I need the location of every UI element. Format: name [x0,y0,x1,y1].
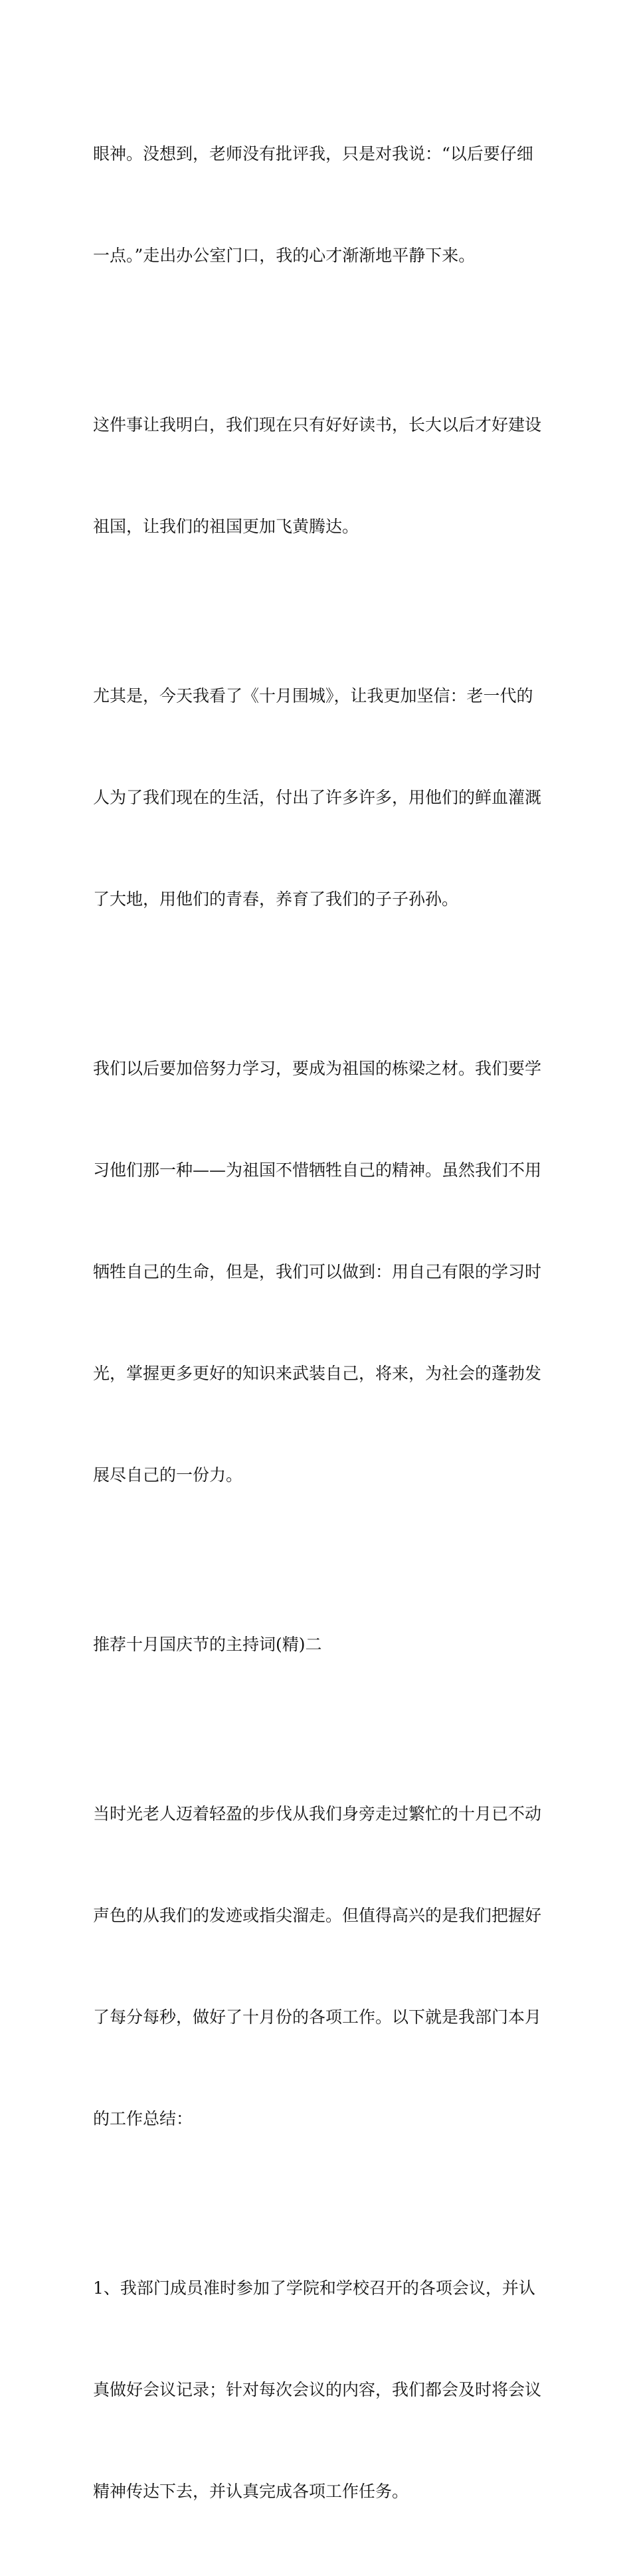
text-line: 尤其是，今天我看了《十月围城》，让我更加坚信：老一代的 [93,686,533,705]
paragraph-lesson-learned [93,340,545,611]
text-line: 眼神。没想到，老师没有批评我，只是对我说：“以后要仔细 [93,144,533,163]
text-line: 展尽自己的一份力。 [93,1465,243,1485]
text-line: 光，掌握更多更好的知识来武装自己，将来，为社会的蓬勃发 [93,1364,542,1383]
text-line: 一点。”走出办公室门口，我的心才渐渐地平静下来。 [93,246,476,265]
text-line: 了大地，用他们的青春，养育了我们的子子孙孙。 [93,889,459,909]
heading-line: 推荐十月国庆节的主持词(精)二 [93,1635,322,1654]
text-line: 习他们那一种——为祖国不惜牺牲自己的精神。虽然我们不用 [93,1160,542,1180]
text-line: 精神传达下去，并认真完成各项工作任务。 [93,2482,409,2501]
text-line: 我们以后要加倍努力学习，要成为祖国的栋梁之材。我们要学 [93,1059,542,1078]
section-heading [93,1560,545,1729]
text-line: 人为了我们现在的生活，付出了许多许多，用他们的鲜血灌溉 [93,788,542,807]
document-body [93,69,545,2576]
text-line: 这件事让我明白，我们现在只有好好读书，长大以后才好建设 [93,415,542,434]
paragraph-teacher-gaze [93,69,545,340]
text-line: 祖国，让我们的祖国更加飞黄腾达。 [93,517,359,536]
text-line: 的工作总结： [93,2109,193,2128]
paragraph-study-hard [93,984,545,1560]
text-line: 牺牲自己的生命，但是，我们可以做到：用自己有限的学习时 [93,1262,542,1281]
paragraph-item-1 [93,2203,545,2576]
paragraph-movie-reflection [93,611,545,984]
text-line: 真做好会议记录；针对每次会议的内容，我们都会及时将会议 [93,2380,542,2399]
paragraph-october-summary-intro [93,1729,545,2203]
text-line: 了每分每秒，做好了十月份的各项工作。以下就是我部门本月 [93,2007,542,2027]
text-line: 声色的从我们的发迹或指尖溜走。但值得高兴的是我们把握好 [93,1906,542,1925]
text-line: 1、我部门成员准时参加了学院和学校召开的各项会议，并认 [93,2278,535,2298]
text-line: 当时光老人迈着轻盈的步伐从我们身旁走过繁忙的十月已不动 [93,1804,542,1823]
